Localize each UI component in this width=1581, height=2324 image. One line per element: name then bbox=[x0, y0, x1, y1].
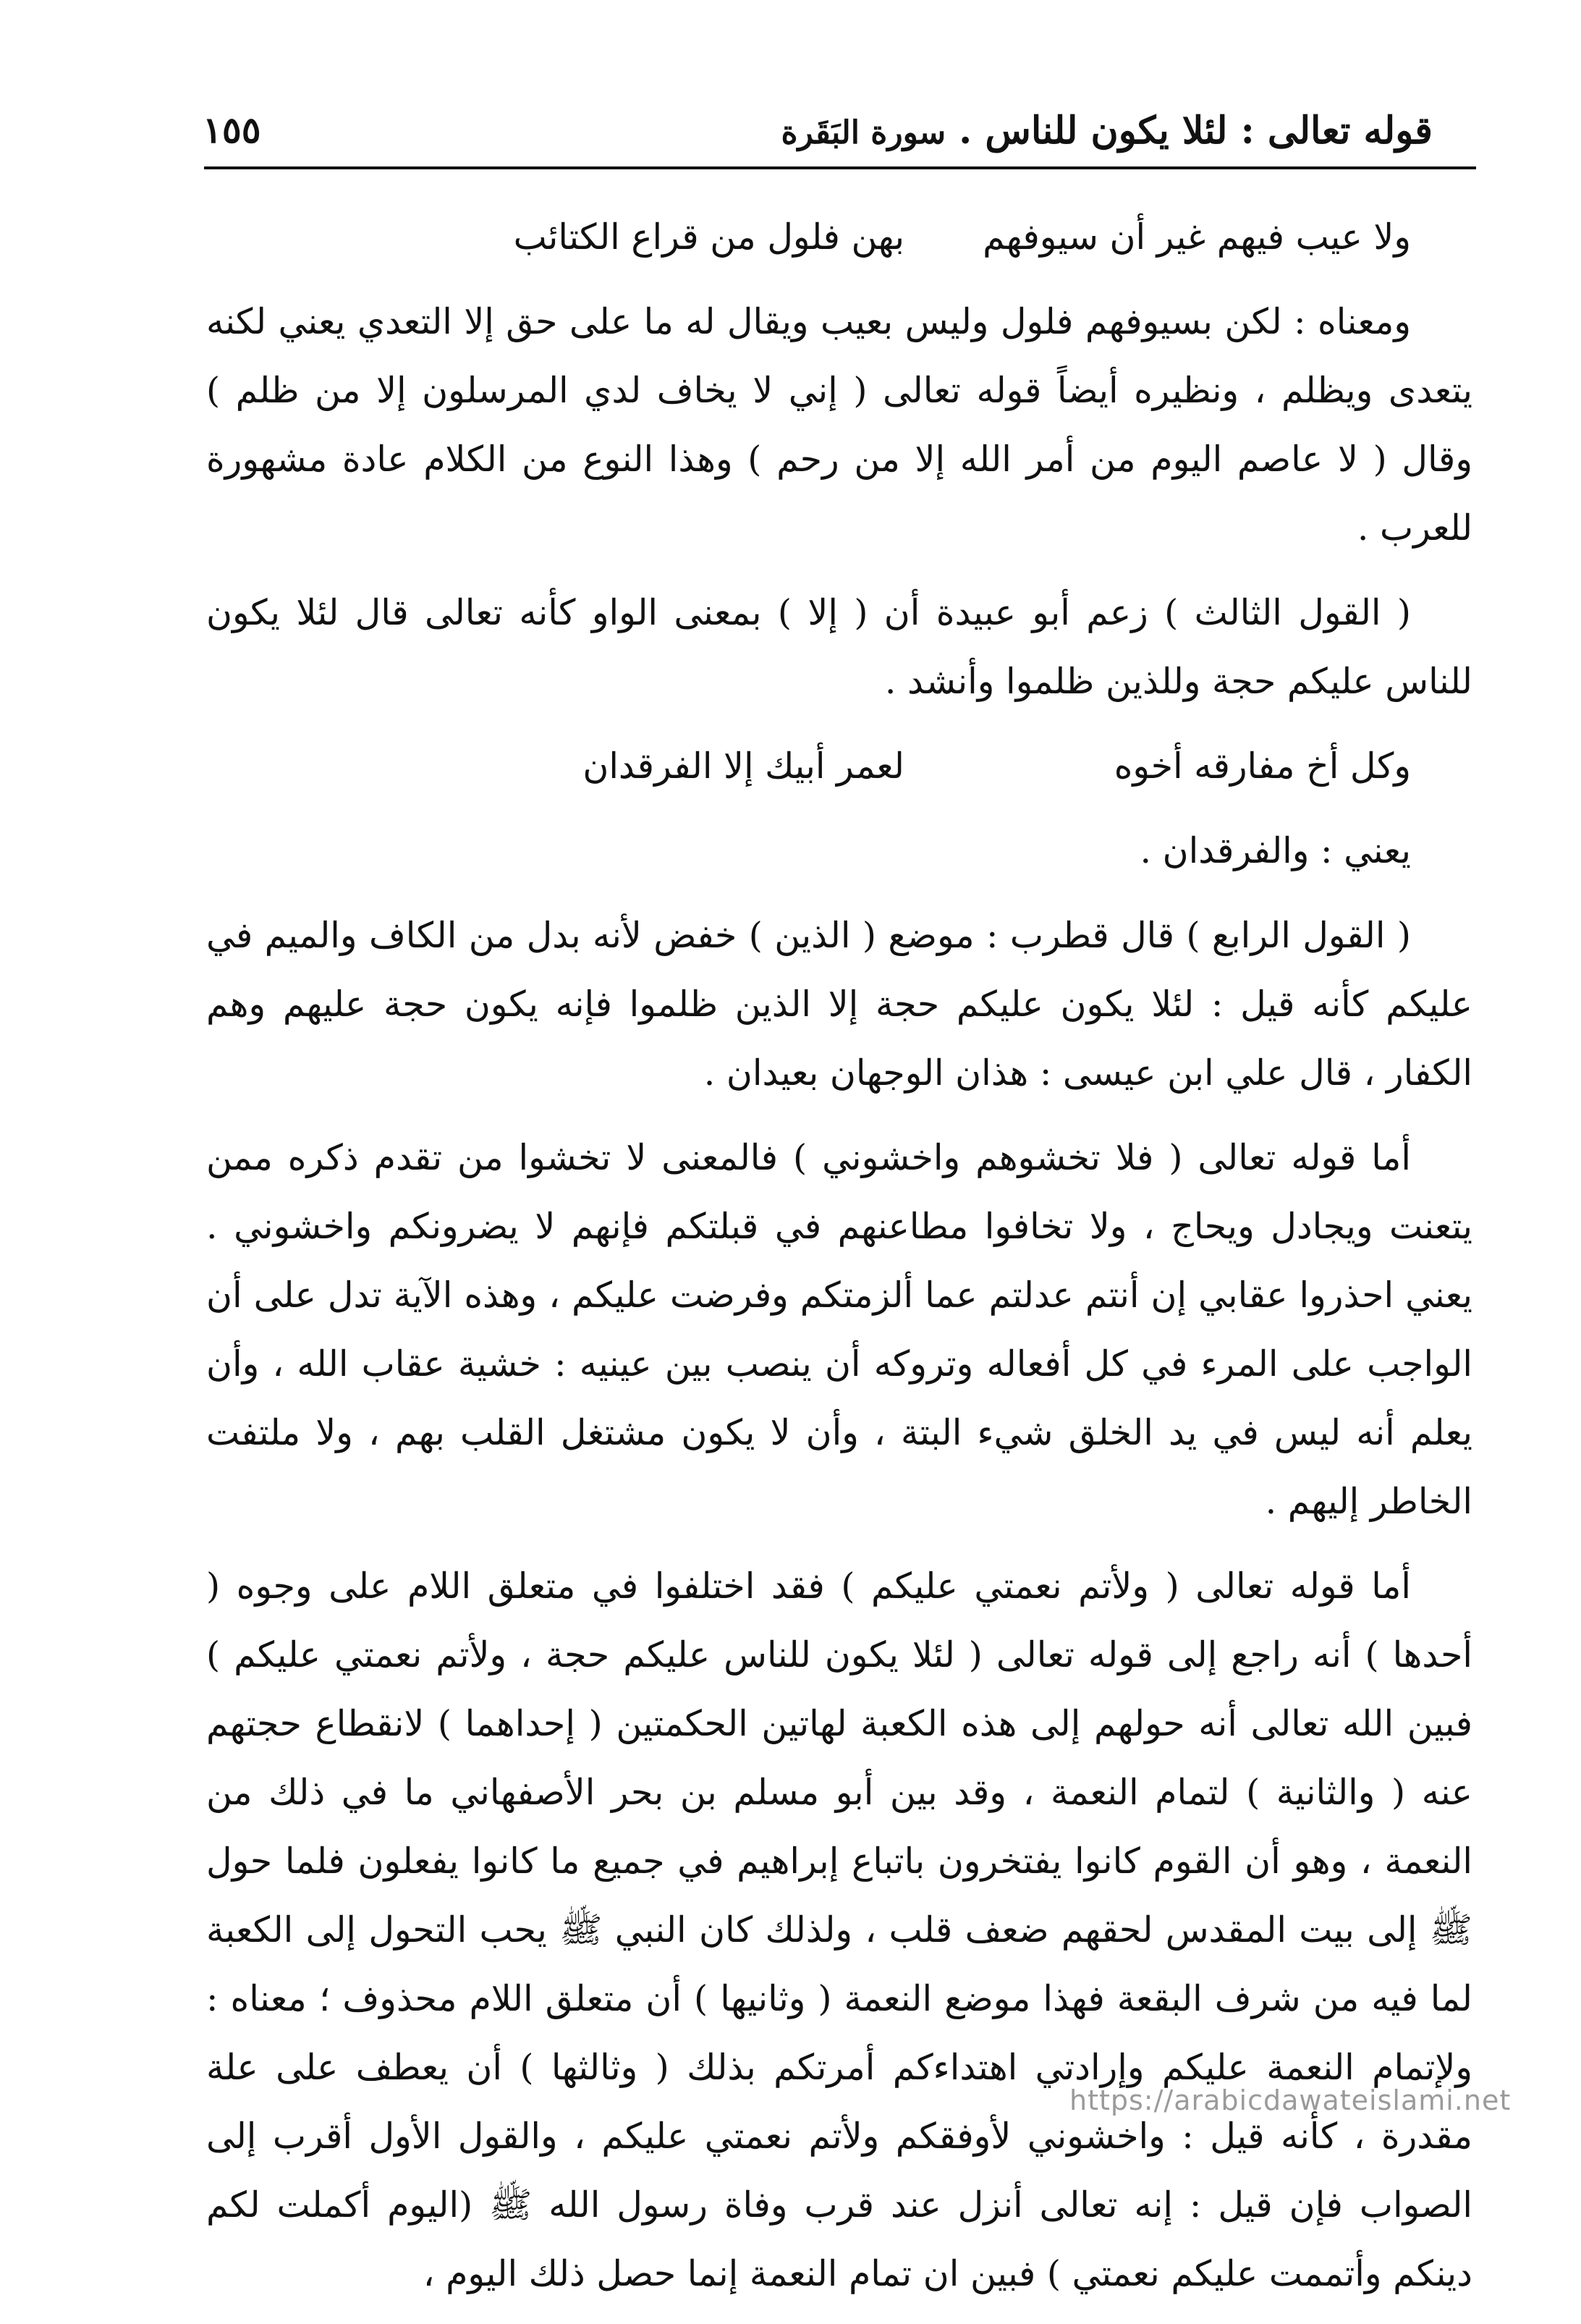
paragraph-6: أما قوله تعالى ( ولأتم نعمتي عليكم ) فقد اختلفوا في متعلق اللام على وجوه ( أحدها ) أنه راجع إلى قوله تعالى ( لئلا يكون للناس عليكم حجة ، ولأتم نعمتي عليكم ) فبين الله تعالى أنه حولهم إلى هذه الكعبة لهاتين الحكمتين ( إحداهما ) لانقطاع حجتهم عنه ( والثانية ) لتمام النعمة ، وقد بين أبو مسلم بن بحر الأصفهاني ما في ذلك من النعمة ، وهو أن القوم كانوا يفتخرون باتباع إبراهيم في جميع ما كانوا يفعلون فلما حول ﷺ إلى بيت المقدس لحقهم ضعف قلب ، ولذلك كان النبي ﷺ يحب التحول إلى الكعبة لما فيه من شرف البقعة فهذا موضع النعمة ( وثانيها ) أن متعلق اللام محذوف ؛ معناه : ولإتمام النعمة عليكم وإرادتي اهتداءكم أمرتكم بذلك ( وثالثها ) أن يعطف على علة مقدرة ، كأنه قيل : واخشوني لأوفقكم ولأتم نعمتي عليكم ، والقول الأول أقرب إلى الصواب فإن قيل : إنه تعالى أنزل عند قرب وفاة رسول الله ﷺ (اليوم أكملت لكم دينكم وأتممت عليكم نعمتي ) فبين ان تمام النعمة إنما حصل ذلك اليوم ، bbox=[206, 1565, 1472, 2294]
paragraph-2: ( القول الثالث ) زعم أبو عبيدة أن ( إلا ) بمعنى الواو كأنه تعالى قال لئلا يكون للناس عليكم حجة وللذين ظلموا وأنشد . bbox=[206, 592, 1472, 702]
poetry-verse-1 bbox=[206, 203, 1472, 271]
verse-2-first-half: وكل أخ مفارقه أخوه bbox=[1114, 745, 1411, 787]
header-title: قوله تعالى : لئلا يكون للناس . bbox=[959, 109, 1433, 153]
paragraph-5: أما قوله تعالى ( فلا تخشوهم واخشوني ) فالمعنى لا تخشوا من تقدم ذكره ممن يتعنت ويجادل ويحاج ، ولا تخافوا مطاعنهم في قبلتكم فإنهم لا يضرونكم واخشوني . يعني احذروا عقابي إن أنتم عدلتم عما ألزمتكم وفرضت عليكم ، وهذه الآية تدل على أن الواجب على المرء في كل أفعاله وتروكه أن ينصب بين عينيه : خشية عقاب الله ، وأن يعلم أنه ليس في يد الخلق شيء البتة ، وأن لا يكون مشتغل القلب بهم ، ولا ملتفت الخاطر إليهم . bbox=[206, 1137, 1472, 1522]
paragraph-3: يعني : والفرقدان . bbox=[1140, 830, 1411, 871]
page-number: ١٥٥ bbox=[203, 109, 261, 151]
paragraph-1: ومعناه : لكن بسيوفهم فلول وليس بعيب ويقال له ما على حق إلا التعدي يعني لكنه يتعدى ويظلم ، ونظيره أيضاً قوله تعالى ( إني لا يخاف لدي المرسلون إلا من ظلم ) وقال ( لا عاصم اليوم من أمر الله إلا من رحم ) وهذا النوع من الكلام عادة مشهورة للعرب . bbox=[206, 301, 1472, 549]
running-header bbox=[203, 94, 1476, 166]
header-surah: سورة البَقَرة bbox=[781, 114, 946, 151]
poetry-verse-2 bbox=[206, 732, 1472, 800]
verse-2-second-half: لعمر أبيك إلا الفرقدان bbox=[582, 745, 904, 787]
header-rule bbox=[204, 166, 1476, 169]
header-title-group bbox=[781, 109, 1433, 153]
body-text bbox=[206, 203, 1472, 2324]
verse-1-first-half: ولا عيب فيهم غير أن سيوفهم bbox=[983, 216, 1411, 258]
paragraph-4: ( القول الرابع ) قال قطرب : موضع ( الذين ) خفض لأنه بدل من الكاف والميم في عليكم كأنه قيل : لئلا يكون عليكم حجة إلا الذين ظلموا فإنه يكون حجة عليهم وهم الكفار ، قال علي ابن عيسى : هذان الوجهان بعيدان . bbox=[206, 915, 1472, 1094]
verse-1-second-half: بهن فلول من قراع الكتائب bbox=[513, 216, 904, 258]
source-watermark: https://arabicdawateislami.net bbox=[1069, 2084, 1512, 2116]
